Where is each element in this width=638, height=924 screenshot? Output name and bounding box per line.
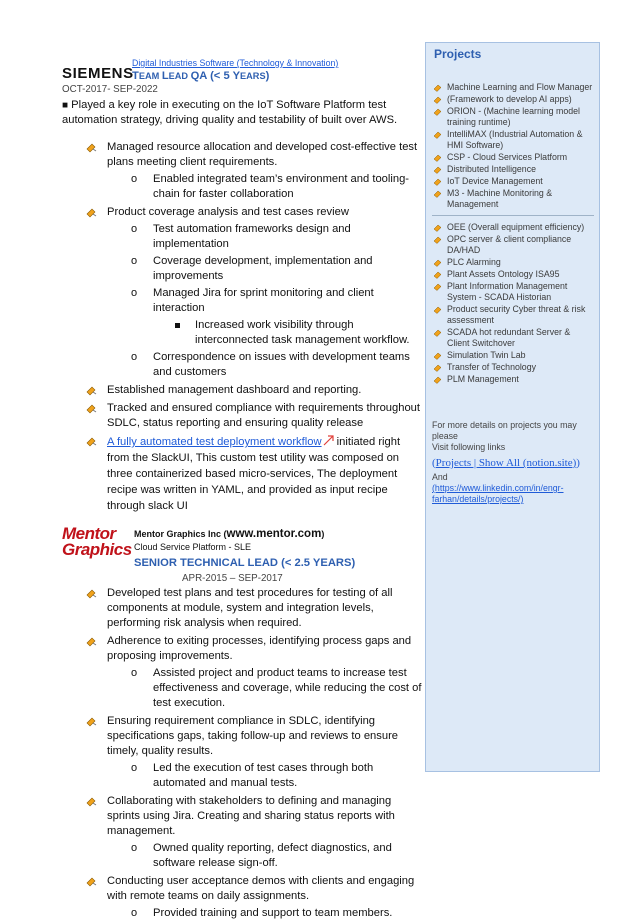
mentor-subtitle: Cloud Service Platform - SLE: [134, 542, 252, 552]
list-item: Tracked and ensured compliance with requirements throughout SDLC, status reporting and ensuring quality release: [84, 401, 422, 431]
pencil-bullet-icon: [433, 271, 443, 279]
project-item: OEE (Overall equipment efficiency): [432, 222, 594, 233]
mentor-dates: APR-2015 – SEP-2017: [182, 573, 283, 584]
sub-list-item: o Owned quality reporting, defect diagnostics, and software release sign-off.: [131, 842, 392, 869]
pencil-bullet-icon: [433, 259, 443, 267]
sub-sub-list-item: Increased work visibility through interconnected task management workflow.: [175, 318, 422, 348]
sub-list-item: o Led the execution of test cases through both automated and manual tests.: [131, 762, 374, 789]
sub-list-item: o Coverage development, implementation and improvements: [131, 255, 373, 282]
mentor-url: www.mentor.com: [226, 528, 322, 540]
pencil-bullet-icon: [433, 108, 443, 116]
project-item: CSP - Cloud Services Platform: [432, 152, 594, 163]
pencil-bullet-icon: [433, 376, 443, 384]
divider: [432, 215, 594, 216]
pencil-bullet-icon: [433, 352, 443, 360]
sub-list-item: o Enabled integrated team’s environment and tooling-chain for faster collaboration: [131, 173, 410, 200]
projects-sidebar: [425, 42, 600, 772]
pencil-bullet-icon: [433, 166, 443, 174]
pencil-bullet-icon: [433, 224, 443, 232]
sub-list-item: o Assisted project and product teams to increase test effectiveness and coverage, while reducing the cost of test execution.: [131, 667, 422, 709]
pencil-bullet-icon: [86, 437, 97, 446]
project-item: Machine Learning and Flow Manager: [432, 82, 594, 93]
pencil-bullet-icon: [86, 589, 97, 598]
project-item: (Framework to develop AI apps): [432, 94, 594, 105]
siemens-bullet-list: [62, 140, 422, 514]
pencil-bullet-icon: [86, 143, 97, 152]
pencil-bullet-icon: [433, 236, 443, 244]
deployment-workflow-link[interactable]: A fully automated test deployment workflow: [107, 436, 322, 448]
list-item: Managed resource allocation and developed cost-effective test plans meeting client requirements. o Enabled integrated team’s environment and tooling-chain for faster collaboration: [84, 140, 422, 202]
pencil-bullet-icon: [86, 404, 97, 413]
project-item: Transfer of Technology: [432, 362, 594, 373]
siemens-role-title: TEAM LEAD QA (< 5 YEARS): [132, 70, 270, 82]
project-item: IntelliMAX (Industrial Automation & HMI Software): [432, 129, 594, 151]
pencil-bullet-icon: [86, 877, 97, 886]
list-item: Product coverage analysis and test cases review o Test automation frameworks design and implementation o Coverage development, implementation and improvements o Managed Jira for sprint monitoring and client interaction Increased work visibility through interconnected task management workflow. o Correspondence on issues with development teams and customers: [84, 205, 422, 380]
notion-projects-link[interactable]: Projects | Show All (notion.site): [435, 457, 577, 469]
sub-list-item: o Correspondence on issues with development teams and customers: [131, 351, 410, 378]
pencil-bullet-icon: [86, 797, 97, 806]
pencil-bullet-icon: [86, 717, 97, 726]
pencil-bullet-icon: [433, 178, 443, 186]
project-item: Plant Information Management System - SCADA Historian: [432, 281, 594, 303]
project-item: PLM Management: [432, 374, 594, 385]
square-bullet: ■: [62, 100, 69, 111]
project-item: M3 - Machine Monitoring & Management: [432, 188, 594, 210]
project-item: IoT Device Management: [432, 176, 594, 187]
pencil-bullet-icon: [433, 329, 443, 337]
pencil-bullet-icon: [433, 131, 443, 139]
list-item: A fully automated test deployment workflow initiated right from the SlackUI, This custom test utility was composed on three containerized based micro-services, The deployment recipe was written in YAML, and provided as input recipe through slack UI: [84, 434, 422, 514]
list-item: Collaborating with stakeholders to defining and managing sprints using Jira. Creating and sharing status reports with management. o Owned quality reporting, defect diagnostics, and software release sign-off.: [84, 794, 422, 871]
projects-list-secondary: [432, 222, 594, 385]
siemens-logo: SIEMENS: [62, 65, 134, 82]
pencil-bullet-icon: [86, 386, 97, 395]
pencil-bullet-icon: [433, 154, 443, 162]
mentor-header: [62, 524, 422, 569]
pencil-bullet-icon: [433, 364, 443, 372]
projects-list-primary: [432, 82, 594, 210]
linkedin-projects-link[interactable]: (https://www.linkedin.com/in/engr-farhan/details/projects/): [432, 483, 564, 504]
list-item: Adherence to exiting processes, identifying process gaps and proposing improvements. o Assisted project and product teams to increase test effectiveness and coverage, while reducing the cost of test execution.: [84, 634, 422, 711]
pencil-bullet-icon: [433, 306, 443, 314]
resume-main-column: [62, 58, 422, 924]
sub-list-item: o Provided training and support to team members.: [131, 907, 393, 919]
project-item: SCADA hot redundant Server & Client Switchover: [432, 327, 594, 349]
mentor-role-title: SENIOR TECHNICAL LEAD (< 2.5 YEARS): [134, 557, 356, 569]
siemens-dates: OCT-2017- SEP-2022: [62, 84, 158, 95]
list-item: Conducting user acceptance demos with clients and engaging with remote teams on daily assignments. o Provided training and support to team members.: [84, 874, 422, 921]
pencil-bullet-icon: [433, 96, 443, 104]
pencil-bullet-icon: [433, 84, 443, 92]
square-bullet: [175, 323, 180, 328]
project-item: Simulation Twin Lab: [432, 350, 594, 361]
list-item: Established management dashboard and reporting.: [84, 383, 422, 398]
external-link-arrow-icon: [323, 435, 334, 446]
sub-list-item: o Test automation frameworks design and implementation: [131, 223, 351, 250]
mentor-bullet-list: [62, 586, 422, 921]
pencil-bullet-icon: [86, 208, 97, 217]
mentor-graphics-logo: Mentor Graphics: [62, 524, 132, 559]
pencil-bullet-icon: [433, 283, 443, 291]
siemens-intro: ■ Played a key role in executing on the IoT Software Platform test automation strategy, driving quality and testability of built over AWS.: [62, 99, 398, 126]
project-item: Distributed Intelligence: [432, 164, 594, 175]
projects-heading: Projects: [434, 47, 482, 61]
pencil-bullet-icon: [433, 190, 443, 198]
siemens-division-link[interactable]: Digital Industries Software (Technology & Innovation): [132, 58, 339, 68]
sub-list-item: o Managed Jira for sprint monitoring and client interaction Increased work visibility through interconnected task management workflow.: [131, 286, 422, 348]
mentor-company-name: Mentor Graphics Inc (www.mentor.com): [134, 528, 325, 540]
list-item: Developed test plans and test procedures for testing of all components at module, system and integration levels, performing risk analysis when required.: [84, 586, 422, 631]
list-item: Ensuring requirement compliance in SDLC, identifying specifications gaps, taking follow-up and reviews to ensure timely, quality results. o Led the execution of test cases through both automated and manual tests.: [84, 714, 422, 791]
pencil-bullet-icon: [86, 637, 97, 646]
project-item: ORION - (Machine learning model training runtime): [432, 106, 594, 128]
projects-footer: For more details on projects you may please Visit following links (Projects | Show All (notion.site)) And (https://www.linkedin.com/in/engr-farhan/details/projects/): [432, 420, 594, 505]
project-item: PLC Alarming: [432, 257, 594, 268]
project-item: Product security Cyber threat & risk assessment: [432, 304, 594, 326]
project-item: OPC server & client compliance DA/HAD: [432, 234, 594, 256]
siemens-header: [62, 58, 422, 82]
project-item: Plant Assets Ontology ISA95: [432, 269, 594, 280]
